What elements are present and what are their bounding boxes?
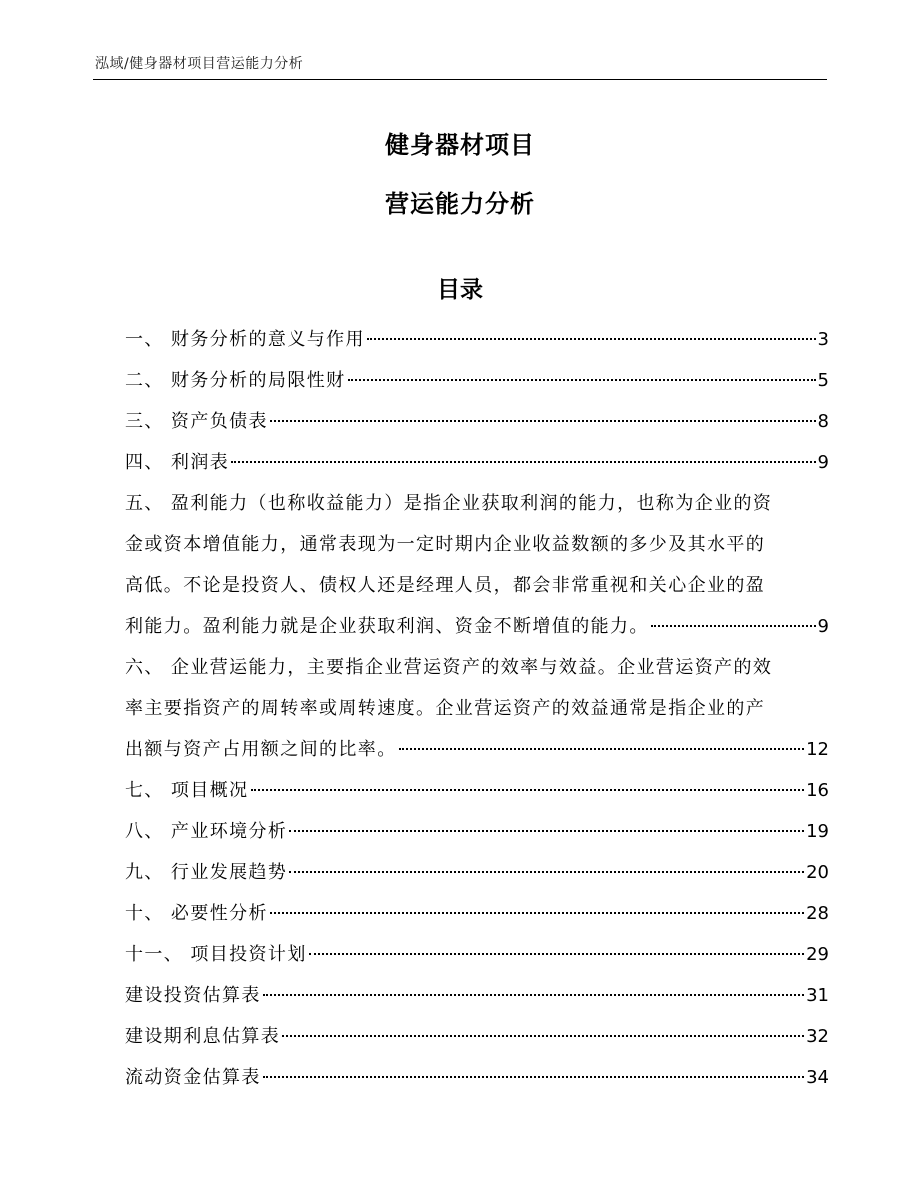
toc-page-number: 20 xyxy=(806,862,829,883)
toc-entry-title: 建设期利息估算表 xyxy=(125,1026,281,1047)
toc-entry[interactable] xyxy=(125,442,829,483)
toc-entry-title: 十、 必要性分析 xyxy=(125,903,268,924)
toc-page-number: 9 xyxy=(817,616,829,637)
toc-page-number: 8 xyxy=(817,411,829,432)
toc-entry[interactable] xyxy=(125,319,829,360)
toc-entry-line: 高低。不论是投资人、债权人还是经理人员，都会非常重视和关心企业的盈 xyxy=(125,575,766,596)
toc-entry[interactable] xyxy=(125,770,829,811)
toc-entry-title: 八、 产业环境分析 xyxy=(125,821,288,842)
toc-entry-title: 一、 财务分析的意义与作用 xyxy=(125,329,365,350)
toc-entry-title: 十一、 项目投资计划 xyxy=(125,944,307,965)
toc-page-number: 31 xyxy=(806,985,829,1006)
dot-leader xyxy=(289,871,804,873)
toc-page-number: 19 xyxy=(806,821,829,842)
toc-entry-multiline[interactable] xyxy=(125,647,829,770)
toc-page-number: 16 xyxy=(806,780,829,801)
toc-entry-title: 二、 财务分析的局限性财 xyxy=(125,370,346,391)
toc-page-number: 3 xyxy=(817,329,829,350)
dot-leader xyxy=(399,748,804,750)
toc-entry[interactable] xyxy=(125,401,829,442)
toc-entry-title: 九、 行业发展趋势 xyxy=(125,862,288,883)
toc-entry[interactable] xyxy=(125,1016,829,1057)
dot-leader xyxy=(348,379,816,381)
toc-entry-line: 利能力。盈利能力就是企业获取利润、资金不断增值的能力。 xyxy=(125,616,649,637)
toc-heading: 目录 xyxy=(437,277,483,303)
toc-entry[interactable] xyxy=(125,360,829,401)
dot-leader xyxy=(282,1035,804,1037)
toc-page-number: 34 xyxy=(806,1067,829,1088)
toc-entry-line: 六、 企业营运能力，主要指企业营运资产的效率与效益。企业营运资产的效 xyxy=(125,657,773,678)
toc-entry-last-line xyxy=(125,606,829,647)
toc-entry-line: 五、 盈利能力（也称收益能力）是指企业获取利润的能力，也称为企业的资 xyxy=(125,493,773,514)
toc-entry-title: 流动资金估算表 xyxy=(125,1067,261,1088)
dot-leader xyxy=(651,625,816,627)
dot-leader xyxy=(270,912,804,914)
toc-entry-multiline[interactable] xyxy=(125,483,829,647)
dot-leader xyxy=(263,1076,804,1078)
dot-leader xyxy=(270,420,816,422)
toc-entry-line: 率主要指资产的周转率或周转速度。企业营运资产的效益通常是指企业的产 xyxy=(125,698,766,719)
toc-entry[interactable] xyxy=(125,852,829,893)
document-title-line-1: 健身器材项目 xyxy=(385,131,535,159)
toc-page-number: 9 xyxy=(817,452,829,473)
toc-page-number: 32 xyxy=(806,1026,829,1047)
toc-page-number: 29 xyxy=(806,944,829,965)
toc-page-number: 12 xyxy=(806,739,829,760)
dot-leader xyxy=(251,789,805,791)
toc-entry[interactable] xyxy=(125,893,829,934)
toc-page-number: 28 xyxy=(806,903,829,924)
dot-leader xyxy=(263,994,804,996)
running-header: 泓域/健身器材项目营运能力分析 xyxy=(95,56,304,72)
toc-entry[interactable] xyxy=(125,975,829,1016)
toc-entry-title: 建设投资估算表 xyxy=(125,985,261,1006)
table-of-contents xyxy=(125,319,829,1098)
dot-leader xyxy=(231,461,815,463)
dot-leader xyxy=(289,830,804,832)
toc-entry[interactable] xyxy=(125,934,829,975)
toc-entry-title: 三、 资产负债表 xyxy=(125,411,268,432)
toc-entry-title: 七、 项目概况 xyxy=(125,780,249,801)
toc-entry-title: 四、 利润表 xyxy=(125,452,230,473)
dot-leader xyxy=(309,953,804,955)
toc-entry[interactable] xyxy=(125,811,829,852)
dot-leader xyxy=(367,338,816,340)
document-title-line-2: 营运能力分析 xyxy=(385,190,535,218)
toc-page-number: 5 xyxy=(817,370,829,391)
toc-entry-last-line xyxy=(125,729,829,770)
toc-entry-line: 金或资本增值能力，通常表现为一定时期内企业收益数额的多少及其水平的 xyxy=(125,534,766,555)
header-divider xyxy=(93,79,827,80)
toc-entry-line: 出额与资产占用额之间的比率。 xyxy=(125,739,397,760)
toc-entry[interactable] xyxy=(125,1057,829,1098)
